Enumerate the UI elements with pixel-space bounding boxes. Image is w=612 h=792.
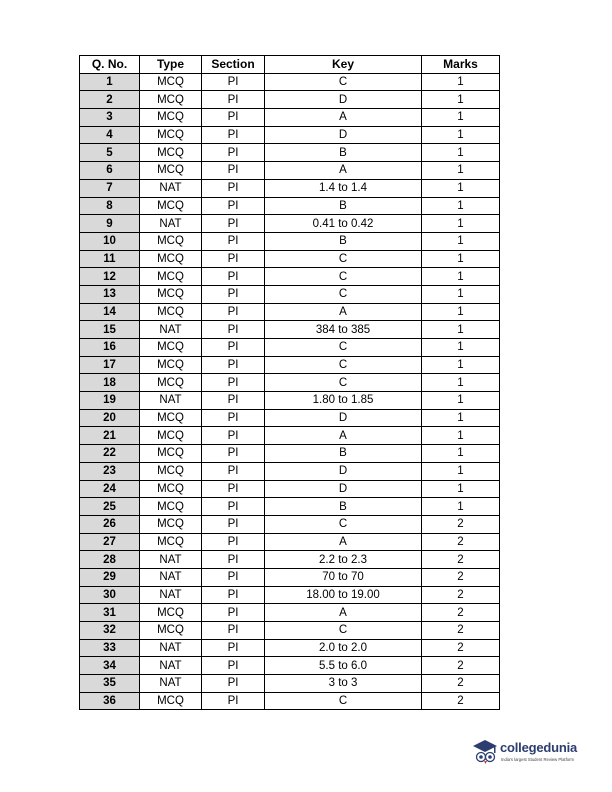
cell-type: MCQ — [140, 250, 202, 268]
cell-type: MCQ — [140, 445, 202, 463]
cell-type: MCQ — [140, 268, 202, 286]
cell-key: 2.0 to 2.0 — [265, 639, 422, 657]
cell-qno: 11 — [80, 250, 140, 268]
cell-key: C — [265, 622, 422, 640]
cell-type: MCQ — [140, 109, 202, 127]
cell-type: MCQ — [140, 162, 202, 180]
cell-section: PI — [202, 604, 265, 622]
table-row — [80, 268, 500, 286]
cell-type: MCQ — [140, 126, 202, 144]
table-row — [80, 91, 500, 109]
cell-marks: 1 — [422, 480, 500, 498]
cell-section: PI — [202, 462, 265, 480]
table-row — [80, 604, 500, 622]
cell-qno: 32 — [80, 622, 140, 640]
cell-key: D — [265, 91, 422, 109]
cell-type: MCQ — [140, 73, 202, 91]
cell-section: PI — [202, 73, 265, 91]
cell-qno: 25 — [80, 498, 140, 516]
cell-key: C — [265, 356, 422, 374]
cell-qno: 27 — [80, 533, 140, 551]
header-type: Type — [140, 56, 202, 74]
cell-type: MCQ — [140, 374, 202, 392]
table-row — [80, 285, 500, 303]
cell-section: PI — [202, 109, 265, 127]
cell-section: PI — [202, 162, 265, 180]
table-row — [80, 462, 500, 480]
cell-marks: 1 — [422, 321, 500, 339]
logo-tagline: India's largest Student Review Platform — [501, 757, 574, 762]
cell-type: MCQ — [140, 144, 202, 162]
cell-section: PI — [202, 232, 265, 250]
cell-type: MCQ — [140, 409, 202, 427]
cell-qno: 5 — [80, 144, 140, 162]
table-row — [80, 427, 500, 445]
table-row — [80, 339, 500, 357]
cell-section: PI — [202, 586, 265, 604]
cell-marks: 1 — [422, 303, 500, 321]
cell-qno: 28 — [80, 551, 140, 569]
cell-marks: 1 — [422, 445, 500, 463]
cell-key: A — [265, 533, 422, 551]
cell-key: 5.5 to 6.0 — [265, 657, 422, 675]
cell-qno: 15 — [80, 321, 140, 339]
table-row — [80, 392, 500, 410]
table-row — [80, 215, 500, 233]
cell-section: PI — [202, 250, 265, 268]
cell-key: B — [265, 445, 422, 463]
table-row — [80, 303, 500, 321]
cell-type: MCQ — [140, 622, 202, 640]
cell-section: PI — [202, 179, 265, 197]
cell-key: B — [265, 197, 422, 215]
cell-marks: 1 — [422, 462, 500, 480]
cell-marks: 2 — [422, 692, 500, 710]
cell-marks: 1 — [422, 268, 500, 286]
cell-type: MCQ — [140, 197, 202, 215]
cell-marks: 1 — [422, 215, 500, 233]
cell-key: A — [265, 109, 422, 127]
cell-key: C — [265, 515, 422, 533]
table-row — [80, 197, 500, 215]
cell-type: NAT — [140, 321, 202, 339]
table-row — [80, 675, 500, 693]
cell-section: PI — [202, 515, 265, 533]
cell-key: C — [265, 250, 422, 268]
table-row — [80, 498, 500, 516]
collegedunia-logo — [470, 737, 595, 771]
cell-qno: 16 — [80, 339, 140, 357]
cell-qno: 9 — [80, 215, 140, 233]
table-row — [80, 179, 500, 197]
cell-section: PI — [202, 339, 265, 357]
cell-qno: 31 — [80, 604, 140, 622]
cell-section: PI — [202, 427, 265, 445]
cell-section: PI — [202, 268, 265, 286]
cell-section: PI — [202, 551, 265, 569]
header-key: Key — [265, 56, 422, 74]
cell-section: PI — [202, 285, 265, 303]
table-row — [80, 356, 500, 374]
cell-type: MCQ — [140, 604, 202, 622]
table-row — [80, 515, 500, 533]
cell-qno: 2 — [80, 91, 140, 109]
cell-qno: 22 — [80, 445, 140, 463]
cell-section: PI — [202, 692, 265, 710]
graduation-cap-owl-icon — [470, 737, 500, 767]
cell-type: NAT — [140, 568, 202, 586]
cell-marks: 2 — [422, 533, 500, 551]
cell-section: PI — [202, 480, 265, 498]
cell-key: B — [265, 498, 422, 516]
cell-qno: 7 — [80, 179, 140, 197]
cell-marks: 1 — [422, 392, 500, 410]
cell-marks: 2 — [422, 568, 500, 586]
table-row — [80, 374, 500, 392]
cell-marks: 1 — [422, 91, 500, 109]
table-row — [80, 144, 500, 162]
cell-key: 2.2 to 2.3 — [265, 551, 422, 569]
cell-key: A — [265, 427, 422, 445]
cell-qno: 33 — [80, 639, 140, 657]
cell-type: NAT — [140, 639, 202, 657]
cell-marks: 2 — [422, 639, 500, 657]
cell-marks: 2 — [422, 675, 500, 693]
cell-qno: 17 — [80, 356, 140, 374]
cell-key: C — [265, 374, 422, 392]
table-row — [80, 533, 500, 551]
cell-type: NAT — [140, 657, 202, 675]
cell-marks: 1 — [422, 109, 500, 127]
cell-marks: 1 — [422, 73, 500, 91]
table-row — [80, 586, 500, 604]
cell-qno: 13 — [80, 285, 140, 303]
cell-type: NAT — [140, 392, 202, 410]
cell-section: PI — [202, 533, 265, 551]
cell-key: 70 to 70 — [265, 568, 422, 586]
cell-marks: 2 — [422, 604, 500, 622]
cell-key: C — [265, 692, 422, 710]
table-row — [80, 250, 500, 268]
cell-section: PI — [202, 639, 265, 657]
cell-key: A — [265, 604, 422, 622]
cell-section: PI — [202, 675, 265, 693]
cell-section: PI — [202, 622, 265, 640]
cell-type: NAT — [140, 551, 202, 569]
cell-marks: 1 — [422, 409, 500, 427]
cell-key: D — [265, 480, 422, 498]
table-row — [80, 109, 500, 127]
table-row — [80, 445, 500, 463]
table-row — [80, 480, 500, 498]
cell-type: MCQ — [140, 462, 202, 480]
cell-section: PI — [202, 498, 265, 516]
table-row — [80, 639, 500, 657]
cell-qno: 30 — [80, 586, 140, 604]
cell-qno: 3 — [80, 109, 140, 127]
cell-key: 18.00 to 19.00 — [265, 586, 422, 604]
cell-key: 1.80 to 1.85 — [265, 392, 422, 410]
cell-qno: 23 — [80, 462, 140, 480]
cell-qno: 21 — [80, 427, 140, 445]
table-row — [80, 692, 500, 710]
cell-qno: 26 — [80, 515, 140, 533]
cell-section: PI — [202, 409, 265, 427]
cell-key: C — [265, 285, 422, 303]
cell-key: 0.41 to 0.42 — [265, 215, 422, 233]
cell-section: PI — [202, 568, 265, 586]
cell-type: MCQ — [140, 339, 202, 357]
cell-marks: 1 — [422, 285, 500, 303]
cell-type: MCQ — [140, 533, 202, 551]
cell-marks: 2 — [422, 586, 500, 604]
cell-marks: 2 — [422, 515, 500, 533]
cell-key: A — [265, 303, 422, 321]
cell-key: D — [265, 462, 422, 480]
cell-type: MCQ — [140, 427, 202, 445]
cell-key: C — [265, 339, 422, 357]
cell-qno: 4 — [80, 126, 140, 144]
cell-type: MCQ — [140, 356, 202, 374]
cell-qno: 35 — [80, 675, 140, 693]
cell-marks: 1 — [422, 498, 500, 516]
cell-marks: 1 — [422, 232, 500, 250]
cell-marks: 1 — [422, 197, 500, 215]
cell-key: B — [265, 144, 422, 162]
cell-marks: 1 — [422, 179, 500, 197]
table-row — [80, 409, 500, 427]
cell-marks: 1 — [422, 356, 500, 374]
cell-type: NAT — [140, 586, 202, 604]
cell-qno: 6 — [80, 162, 140, 180]
cell-section: PI — [202, 303, 265, 321]
cell-section: PI — [202, 215, 265, 233]
table-row — [80, 162, 500, 180]
cell-section: PI — [202, 445, 265, 463]
cell-marks: 2 — [422, 622, 500, 640]
table-row — [80, 568, 500, 586]
cell-qno: 10 — [80, 232, 140, 250]
cell-qno: 29 — [80, 568, 140, 586]
cell-key: D — [265, 409, 422, 427]
cell-qno: 18 — [80, 374, 140, 392]
header-qno: Q. No. — [80, 56, 140, 74]
cell-qno: 20 — [80, 409, 140, 427]
cell-qno: 14 — [80, 303, 140, 321]
cell-section: PI — [202, 392, 265, 410]
cell-qno: 1 — [80, 73, 140, 91]
table-row — [80, 622, 500, 640]
cell-qno: 19 — [80, 392, 140, 410]
cell-section: PI — [202, 144, 265, 162]
cell-key: D — [265, 126, 422, 144]
cell-type: MCQ — [140, 303, 202, 321]
cell-key: A — [265, 162, 422, 180]
table-row — [80, 126, 500, 144]
cell-type: NAT — [140, 215, 202, 233]
header-row — [80, 56, 500, 74]
cell-marks: 2 — [422, 551, 500, 569]
cell-type: NAT — [140, 675, 202, 693]
header-marks: Marks — [422, 56, 500, 74]
cell-type: MCQ — [140, 91, 202, 109]
cell-marks: 1 — [422, 427, 500, 445]
cell-qno: 8 — [80, 197, 140, 215]
cell-section: PI — [202, 126, 265, 144]
cell-marks: 1 — [422, 250, 500, 268]
table-row — [80, 73, 500, 91]
header-section: Section — [202, 56, 265, 74]
cell-type: MCQ — [140, 515, 202, 533]
cell-section: PI — [202, 197, 265, 215]
cell-qno: 24 — [80, 480, 140, 498]
cell-key: B — [265, 232, 422, 250]
table-row — [80, 657, 500, 675]
cell-key: 1.4 to 1.4 — [265, 179, 422, 197]
cell-key: 384 to 385 — [265, 321, 422, 339]
cell-type: MCQ — [140, 498, 202, 516]
cell-type: MCQ — [140, 232, 202, 250]
cell-qno: 34 — [80, 657, 140, 675]
cell-qno: 12 — [80, 268, 140, 286]
cell-marks: 2 — [422, 657, 500, 675]
cell-type: NAT — [140, 179, 202, 197]
cell-section: PI — [202, 356, 265, 374]
cell-type: MCQ — [140, 285, 202, 303]
cell-marks: 1 — [422, 126, 500, 144]
answer-key-table — [79, 55, 500, 710]
cell-key: 3 to 3 — [265, 675, 422, 693]
cell-section: PI — [202, 321, 265, 339]
table-row — [80, 321, 500, 339]
cell-marks: 1 — [422, 144, 500, 162]
cell-key: C — [265, 268, 422, 286]
cell-type: MCQ — [140, 480, 202, 498]
cell-marks: 1 — [422, 162, 500, 180]
cell-marks: 1 — [422, 374, 500, 392]
table-row — [80, 232, 500, 250]
cell-marks: 1 — [422, 339, 500, 357]
cell-key: C — [265, 73, 422, 91]
cell-section: PI — [202, 374, 265, 392]
cell-section: PI — [202, 91, 265, 109]
cell-section: PI — [202, 657, 265, 675]
cell-qno: 36 — [80, 692, 140, 710]
table-row — [80, 551, 500, 569]
logo-name: collegedunia — [500, 740, 578, 755]
cell-type: MCQ — [140, 692, 202, 710]
